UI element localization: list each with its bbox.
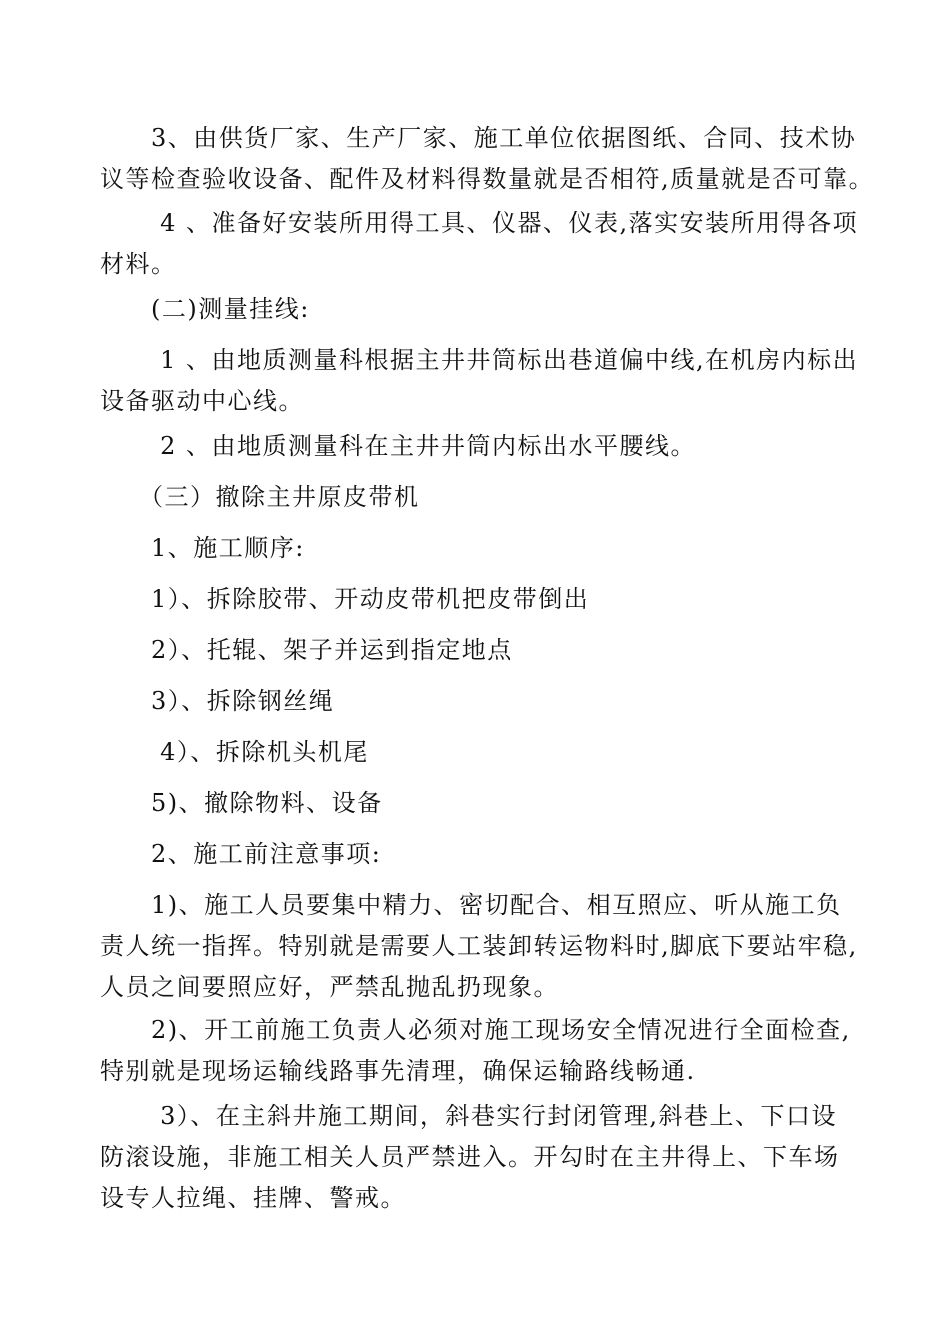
text-line: 4）、拆除机头机尾 (100, 738, 369, 766)
subheading-sequence (100, 528, 870, 569)
text-line: 3、由供货厂家、生产厂家、施工单位依据图纸、合同、技术协 (100, 124, 857, 152)
text-line: 1)、施工人员要集中精力、密切配合、相互照应、听从施工负 (100, 891, 842, 919)
text-line: （三）撤除主井原皮带机 (100, 483, 420, 511)
text-line: 2）、托辊、架子并运到指定地点 (100, 636, 513, 664)
list-item (100, 783, 870, 824)
paragraph-precaution-3 (100, 1096, 870, 1219)
paragraph-tools (100, 203, 870, 285)
text-line: 设专人拉绳、挂牌、警戒。 (100, 1184, 406, 1212)
paragraph-survey-2 (100, 426, 870, 467)
text-line: 特别就是现场运输线路事先清理，确保运输路线畅通. (100, 1057, 696, 1085)
text-line: 议等检查验收设备、配件及材料得数量就是否相符,质量就是否可靠。 (100, 165, 875, 193)
text-line: 1）、拆除胶带、开动皮带机把皮带倒出 (100, 585, 590, 613)
list-item (100, 681, 870, 722)
subheading-precautions (100, 834, 870, 875)
text-line: 5)、撤除物料、设备 (100, 789, 383, 817)
list-item (100, 732, 870, 773)
text-line: 防滚设施，非施工相关人员严禁进入。开勾时在主井得上、下车场 (100, 1143, 840, 1171)
list-item (100, 630, 870, 671)
list-item (100, 579, 870, 620)
text-line: 材料。 (100, 250, 177, 278)
text-line: 责人统一指挥。特别就是需要人工装卸转运物料时,脚底下要站牢稳, (100, 932, 858, 960)
section-heading-removal (100, 477, 870, 518)
text-line: (二)测量挂线: (100, 295, 310, 323)
section-heading-survey (100, 289, 870, 330)
paragraph-precaution-2 (100, 1010, 870, 1092)
text-line: 4 、准备好安装所用得工具、仪器、仪表,落实安装所用得各项 (100, 209, 859, 237)
text-line: 3）、在主斜井施工期间，斜巷实行封闭管理,斜巷上、下口设 (100, 1102, 838, 1130)
text-line: 1 、由地质测量科根据主井井筒标出巷道偏中线,在机房内标出 (100, 346, 859, 374)
text-line: 2 、由地质测量科在主井井筒内标出水平腰线。 (100, 432, 697, 460)
paragraph-inspection (100, 118, 875, 200)
text-line: 1、施工顺序: (100, 534, 305, 562)
text-line: 人员之间要照应好，严禁乱抛乱扔现象。 (100, 973, 559, 1001)
text-line: 2、施工前注意事项: (100, 840, 382, 868)
text-line: 2)、开工前施工负责人必须对施工现场安全情况进行全面检查, (100, 1016, 851, 1044)
paragraph-survey-1 (100, 340, 870, 422)
text-line: 设备驱动中心线。 (100, 387, 304, 415)
paragraph-precaution-1 (100, 885, 870, 1008)
text-line: 3）、拆除钢丝绳 (100, 687, 335, 715)
